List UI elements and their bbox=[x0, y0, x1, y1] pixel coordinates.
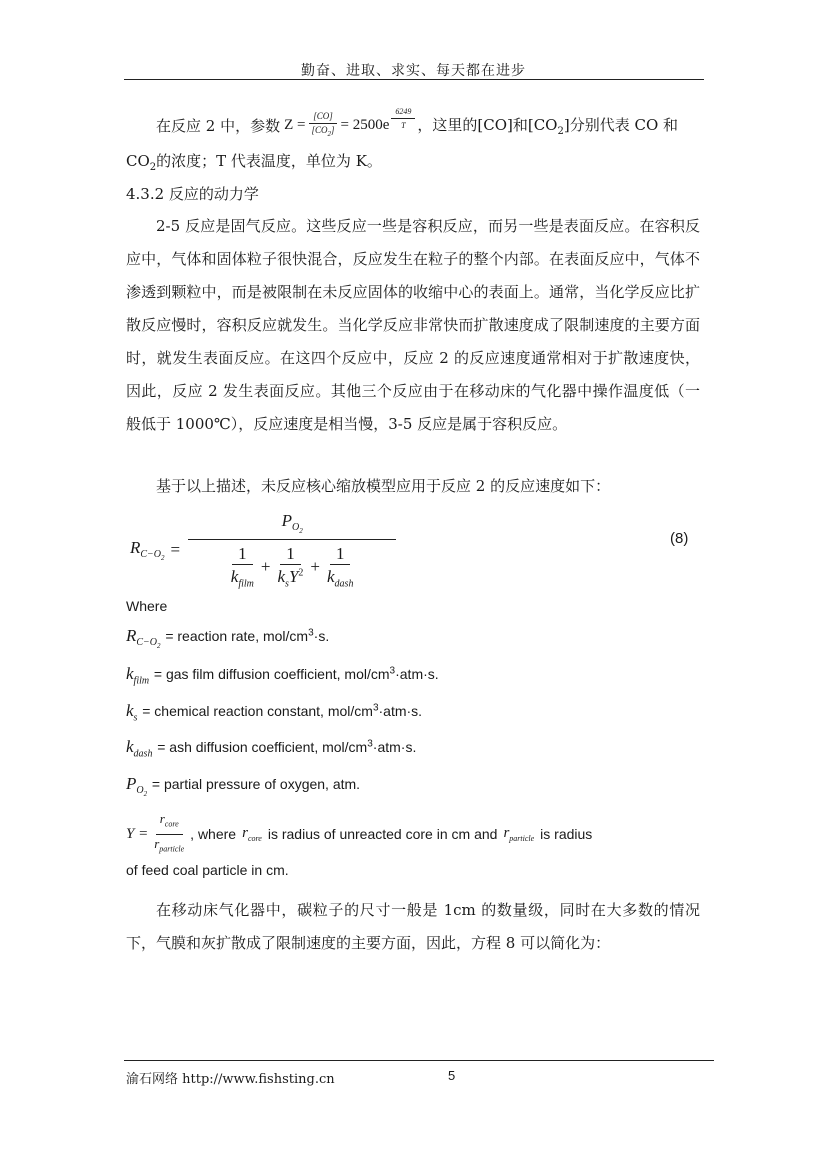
page-number: 5 bbox=[448, 1068, 456, 1083]
z-exponent bbox=[391, 106, 415, 131]
para1-suffix: ，这里的[CO]和$[CO_2]$分别代表 CO 和 bbox=[417, 115, 679, 137]
where-label: Where bbox=[126, 598, 168, 614]
header-rule bbox=[124, 79, 704, 80]
z-rhs: = 2500e bbox=[340, 116, 390, 133]
z-frac-num: [CO] bbox=[309, 111, 337, 124]
def-partial-pressure: $P_{O_2}$ = partial pressure of oxygen, atm. bbox=[126, 774, 361, 799]
eq8-term-film: $\frac{1}{k_{film}}$ bbox=[230, 544, 254, 590]
eq8-term-s: $\frac{1}{k_sY^2}$ bbox=[277, 544, 304, 590]
section-heading: 4.3.2 反应的动力学 bbox=[126, 185, 259, 203]
footer-site: 渝石网络 http://www.fishsting.cn bbox=[126, 1072, 335, 1087]
para1-line1 bbox=[156, 108, 678, 142]
eq8-fraction bbox=[188, 511, 396, 590]
footer-rule bbox=[124, 1060, 714, 1061]
page-header: 勤奋、进取、求实、每天都在进步 bbox=[301, 63, 526, 79]
def-y: Y = $\frac{r_{core}}{r_{particle}}$ , where $r_{core}$ is radius of unreacted core in cm and $r_{particle}$ is radius bbox=[126, 812, 592, 856]
para3: 基于以上描述，未反应核心缩放模型应用于反应 2 的反应速度如下： bbox=[156, 477, 611, 495]
z-frac-den: $[CO_2]$ bbox=[311, 124, 335, 138]
def-reaction-rate: $R_{C-O_2}$ = reaction rate, mol/$cm^3\cdot s$. bbox=[126, 626, 330, 651]
equation-8 bbox=[130, 510, 396, 590]
y-fraction: $\frac{r_{core}}{r_{particle}}$ bbox=[154, 810, 185, 854]
eq8-plus-2: + bbox=[310, 556, 320, 576]
eq8-term-dash: $\frac{1}{k_{dash}}$ bbox=[327, 544, 354, 590]
exp-den: T bbox=[401, 121, 406, 130]
eq8-lhs: $R_{C-O_2}$ bbox=[130, 537, 165, 563]
eq8-plus-1: + bbox=[260, 556, 271, 576]
z-fraction bbox=[307, 111, 338, 140]
eq8-equals: = bbox=[170, 540, 181, 559]
equation-number: (8) bbox=[670, 530, 689, 547]
exp-num: 6249 bbox=[391, 106, 415, 119]
def-k-film: $k_{film}$ = gas film diffusion coefficient, mol/$cm^3\cdot atm\cdot s$. bbox=[126, 664, 439, 687]
def-k-dash: $k_{dash}$ = ash diffusion coefficient, mol/$cm^3\cdot atm\cdot s$. bbox=[126, 737, 417, 760]
para1-prefix: 在反应 2 中，参数 bbox=[156, 116, 281, 135]
eq8-denominator bbox=[224, 540, 361, 589]
def-k-s: $k_s$ = chemical reaction constant, mol/$cm^3\cdot atm\cdot s$. bbox=[126, 701, 423, 724]
para4: 在移动床气化器中，碳粒子的尺寸一般是 1cm 的数量级，同时在大多数的情况下，气膜和灰扩散成了限制速度的主要方面，因此，方程 8 可以简化为： bbox=[126, 901, 700, 952]
para2: 2-5 反应是固气反应。这些反应一些是容积反应，而另一些是表面反应。在容积反应中，气体和固体粒子很快混合，反应发生在粒子的整个内部。在表面反应中，气体不渗透到颗粒中，而是被限制在未反应固体的收缩中心的表面上。通常，当化学反应比扩散反应慢时，容积反应就发生。当化学反应非常快而扩散速度成了限制速度的主要方面时，就发生表面反应。在这四个反应中，反应 2 的反应速度通常相对于扩散速度快，因此，反应 2 发生表面反应。其他三个反应由于在移动床的气化器中操作温度低（一般低于 1000℃），反应速度是相当慢，3-5 反应是属于容积反应。 bbox=[126, 217, 700, 433]
para1-line2: $CO_2$的浓度；T 代表温度，单位为 K。 bbox=[126, 152, 382, 173]
z-lhs: Z = bbox=[284, 116, 306, 133]
eq8-numerator: $P_{O_2}$ bbox=[188, 511, 396, 540]
def-y-continued: of feed coal particle in cm. bbox=[126, 862, 289, 878]
